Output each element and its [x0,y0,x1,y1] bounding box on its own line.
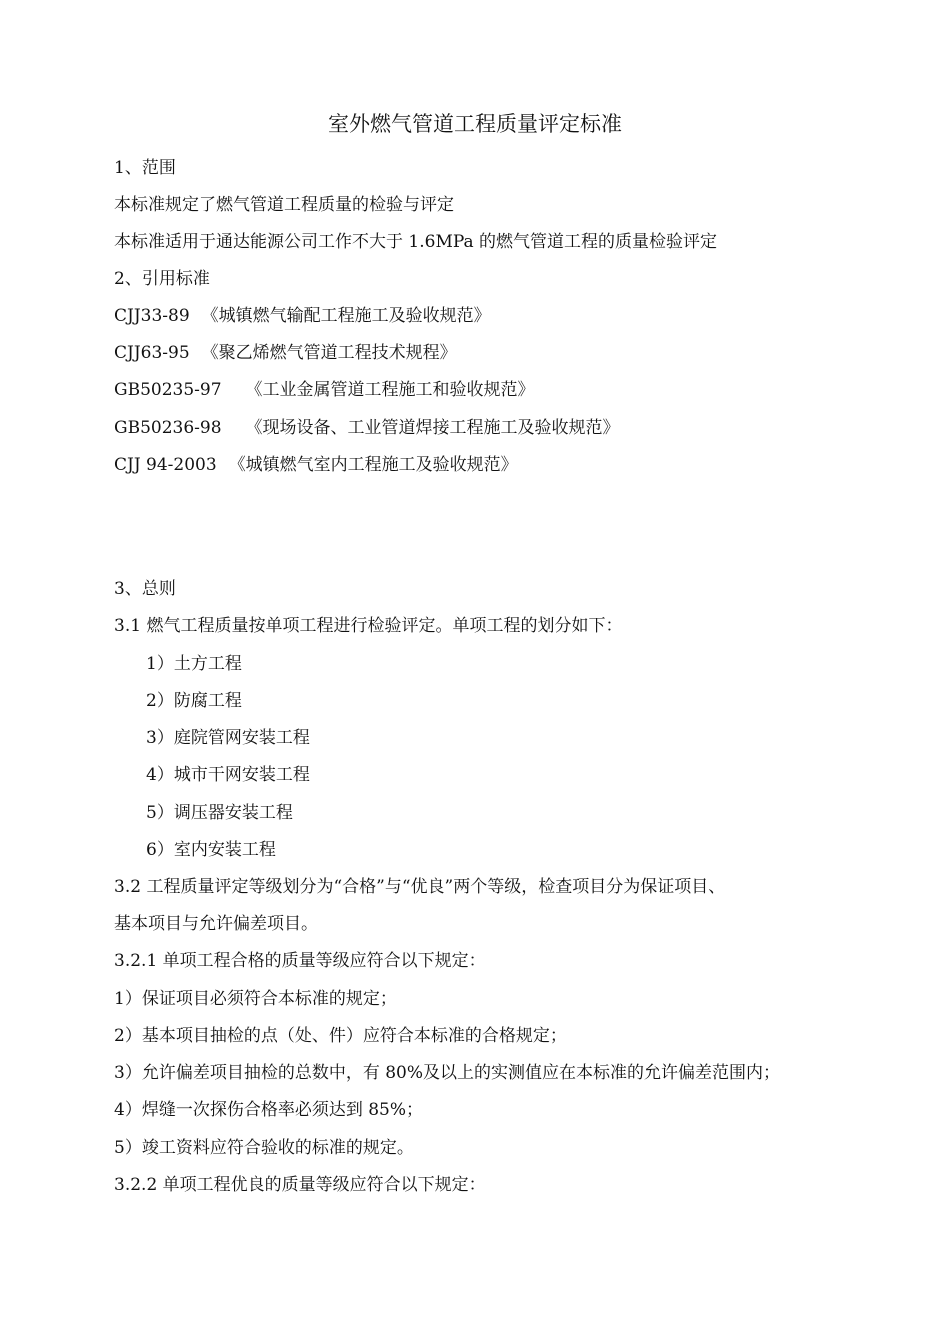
rule-item: 4）焊缝一次探伤合格率必须达到 85%； [114,1100,424,1120]
reference-standard [114,304,491,328]
project-item: 6）室内安装工程 [146,840,276,860]
project-item: 2）防腐工程 [146,691,242,711]
reference-name: 《现场设备、工业管道焊接工程施工及验收规范》 [245,418,620,438]
reference-name: 《城镇燃气室内工程施工及验收规范》 [228,455,518,475]
rule-item: 5）竣工资料应符合验收的标准的规定。 [114,1138,414,1158]
clause-3-2-line-2: 基本项目与允许偏差项目。 [114,914,318,934]
clause-3-2-2: 3.2.2 单项工程优良的质量等级应符合以下规定： [114,1175,486,1195]
reference-name: 《城镇燃气输配工程施工及验收规范》 [201,306,491,326]
reference-code: GB50236-98 [114,418,222,438]
clause-3-1: 3.1 燃气工程质量按单项工程进行检验评定。单项工程的划分如下： [114,616,623,636]
reference-standard [114,341,457,365]
project-item: 3）庭院管网安装工程 [146,728,310,748]
rule-item: 1）保证项目必须符合本标准的规定； [114,989,397,1009]
reference-code: GB50235-97 [114,380,222,400]
scope-line-1: 本标准规定了燃气管道工程质量的检验与评定 [114,195,454,215]
document-title: 室外燃气管道工程质量评定标准 [328,112,622,136]
clause-3-2-1: 3.2.1 单项工程合格的质量等级应符合以下规定： [114,951,486,971]
rule-item: 3）允许偏差项目抽检的总数中，有 80%及以上的实测值应在本标准的允许偏差范围内； [114,1063,781,1083]
reference-name: 《工业金属管道工程施工和验收规范》 [245,380,535,400]
section-1-heading: 1、范围 [114,158,176,178]
reference-standard [114,378,535,402]
clause-3-2-line-1: 3.2 工程质量评定等级划分为“合格”与“优良”两个等级，检查项目分为保证项目、 [114,877,726,897]
rule-item: 2）基本项目抽检的点（处、件）应符合本标准的合格规定； [114,1026,567,1046]
scope-line-2: 本标准适用于通达能源公司工作不大于 1.6MPa 的燃气管道工程的质量检验评定 [114,232,718,252]
reference-name: 《聚乙烯燃气管道工程技术规程》 [201,343,457,363]
reference-standard [114,453,518,477]
project-item: 1）土方工程 [146,654,242,674]
reference-code: CJJ 94-2003 [114,455,217,475]
project-item: 5）调压器安装工程 [146,803,293,823]
section-3-heading: 3、总则 [114,579,176,599]
reference-standard [114,416,620,440]
reference-code: CJJ33-89 [114,306,190,326]
section-2-heading: 2、引用标准 [114,269,210,289]
project-item: 4）城市干网安装工程 [146,765,310,785]
reference-code: CJJ63-95 [114,343,190,363]
